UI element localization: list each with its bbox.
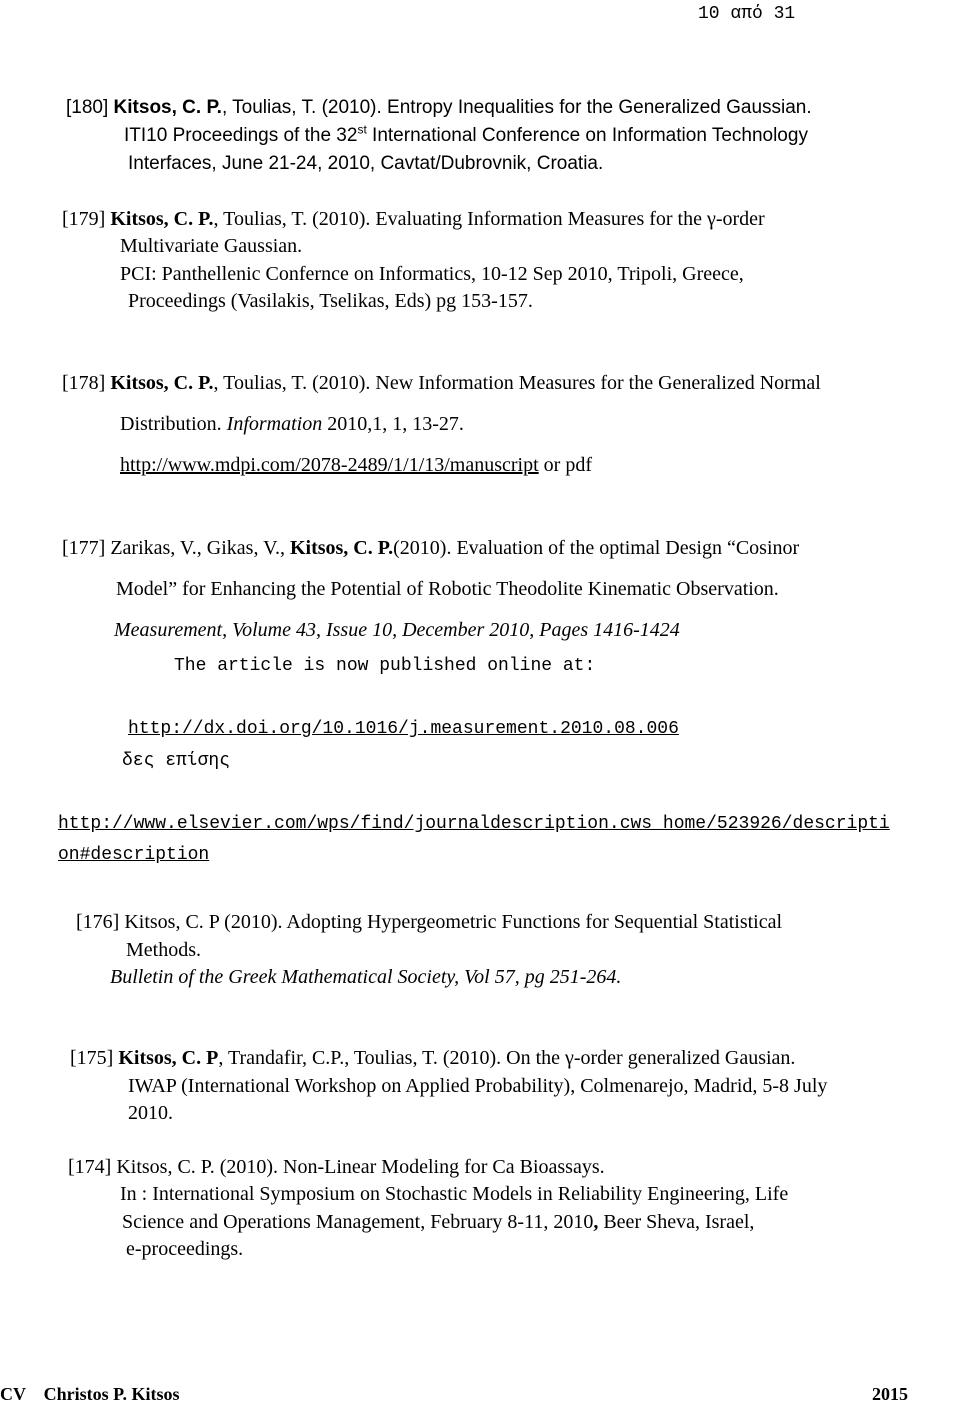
ref-179-line-3: PCI: Panthellenic Confernce on Informatics, 10-12 Sep 2010, Tripoli, Greece, xyxy=(120,263,744,285)
ref-174-line-1: [174] Kitsos, C. P. (2010). Non-Linear Modeling for Ca Bioassays. xyxy=(68,1156,605,1178)
ref-177-elsevier-link-part-1[interactable]: http://www.elsevier.com/wps/find/journaldescription.cws_home/523926/descripti xyxy=(58,814,890,834)
ref-175-line-1: [175] Kitsos, C. P, Trandafir, C.P., Toulias, T. (2010). On the γ-order generalized Gausian. xyxy=(70,1047,796,1069)
footer-author: CV Christos P. Kitsos xyxy=(0,1384,180,1404)
ref-176-line-2: Methods. xyxy=(126,939,201,961)
ref-178-line-2: Distribution. Information 2010,1, 1, 13-27. xyxy=(120,413,464,435)
ref-176-line-1: [176] Kitsos, C. P (2010). Adopting Hypergeometric Functions for Sequential Statistical xyxy=(76,911,783,933)
ref-176-line-3: Bulletin of the Greek Mathematical Society, Vol 57, pg 251-264. xyxy=(110,966,622,988)
ref-174-line-2: In : International Symposium on Stochastic Models in Reliability Engineering, Life xyxy=(120,1183,789,1205)
ref-177-doi-link[interactable]: http://dx.doi.org/10.1016/j.measurement.2010.08.006 xyxy=(128,719,679,739)
ref-177-authors: Kitsos, C. P. xyxy=(289,537,394,559)
ref-180-line-1: [180] Kitsos, C. P., Toulias, T. (2010). Entropy Inequalities for the Generalized Gaussian. xyxy=(66,97,812,118)
ref-178-line-3: http://www.mdpi.com/2078-2489/1/1/13/manuscript or pdf xyxy=(120,454,592,476)
ref-175-line-2: IWAP (International Workshop on Applied Probability), Colmenarejo, Madrid, 5-8 July xyxy=(128,1075,828,1097)
ref-177-line-1: [177] Zarikas, V., Gikas, V., Kitsos, C. P.(2010). Evaluation of the optimal Design “Cosinor xyxy=(62,537,800,559)
ref-180-line-2: ITI10 Proceedings of the 32st International Conference on Information Technology xyxy=(124,122,808,146)
ref-177-line-2: Model” for Enhancing the Potential of Robotic Theodolite Kinematic Observation. xyxy=(116,578,779,600)
ref-177-line-4: The article is now published online at: xyxy=(174,656,596,676)
ref-177-elsevier-link-part-2[interactable]: on#description xyxy=(58,845,210,865)
ref-179-line-4: Proceedings (Vasilakis, Tselikas, Eds) pg 153-157. xyxy=(128,290,533,312)
footer-year: 2015 xyxy=(872,1384,908,1404)
ref-179-authors: Kitsos, C. P. xyxy=(110,208,214,230)
ref-174-line-4: e-proceedings. xyxy=(126,1238,244,1260)
ref-178-link[interactable]: http://www.mdpi.com/2078-2489/1/1/13/manuscript xyxy=(120,454,539,476)
ref-175-authors: Kitsos, C. P xyxy=(118,1047,219,1069)
ref-174-line-3: Science and Operations Management, February 8-11, 2010, Beer Sheva, Israel, xyxy=(122,1211,755,1233)
ref-179-line-1: [179] Kitsos, C. P., Toulias, T. (2010). Evaluating Information Measures for the γ-order xyxy=(62,208,765,230)
ref-178-authors: Kitsos, C. P. xyxy=(110,372,214,394)
page-number: 10 από 31 xyxy=(698,4,796,24)
ref-178-line-1: [178] Kitsos, C. P., Toulias, T. (2010). New Information Measures for the Generalized Normal xyxy=(62,372,821,394)
ref-180-authors: Kitsos, C. P. xyxy=(113,97,222,118)
ref-180-line-3: Interfaces, June 21-24, 2010, Cavtat/Dubrovnik, Croatia. xyxy=(128,153,604,174)
ref-177-line-3: Measurement, Volume 43, Issue 10, December 2010, Pages 1416-1424 xyxy=(114,619,680,641)
ref-177-see-also: δες επίσης xyxy=(122,751,231,771)
ref-179-line-2: Multivariate Gaussian. xyxy=(120,235,303,257)
ref-175-line-3: 2010. xyxy=(128,1102,173,1124)
